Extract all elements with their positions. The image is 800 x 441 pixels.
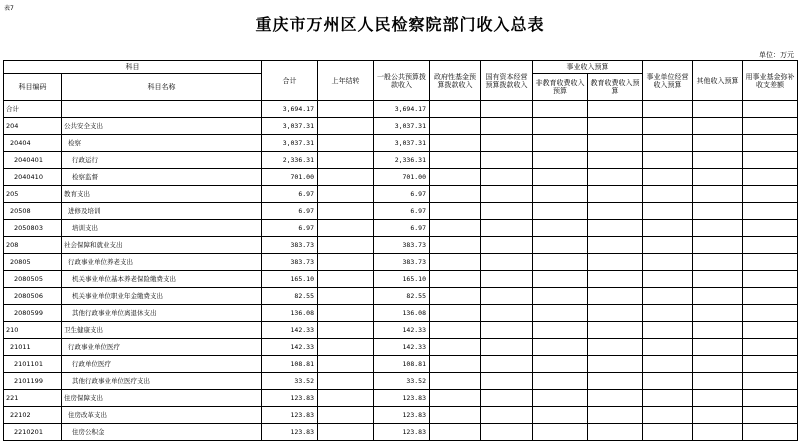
header-name: 科目名称: [62, 74, 262, 101]
row-state-capital: [481, 101, 533, 118]
row-other: [693, 390, 743, 407]
row-state-capital: [481, 373, 533, 390]
row-code: 2050803: [4, 220, 62, 237]
row-non-edu: [533, 356, 588, 373]
row-supplement: [743, 220, 798, 237]
row-fund-budget: [430, 424, 481, 441]
row-unit-operation: [643, 220, 693, 237]
row-non-edu: [533, 339, 588, 356]
row-name: 住房公积金: [62, 424, 262, 441]
row-general-budget: 142.33: [374, 322, 430, 339]
row-carryover: [318, 118, 374, 135]
row-name: 进修及培训: [62, 203, 262, 220]
row-unit-operation: [643, 152, 693, 169]
row-carryover: [318, 169, 374, 186]
row-carryover: [318, 288, 374, 305]
row-name: 机关事业单位职业年金缴费支出: [62, 288, 262, 305]
row-carryover: [318, 101, 374, 118]
row-supplement: [743, 305, 798, 322]
row-general-budget: 3,037.31: [374, 118, 430, 135]
row-unit-operation: [643, 186, 693, 203]
row-other: [693, 203, 743, 220]
row-supplement: [743, 322, 798, 339]
row-edu: [588, 373, 643, 390]
row-total: 136.08: [262, 305, 318, 322]
row-fund-budget: [430, 169, 481, 186]
table-row: [4, 169, 798, 186]
row-code: 2040410: [4, 169, 62, 186]
row-carryover: [318, 373, 374, 390]
row-carryover: [318, 271, 374, 288]
row-other: [693, 407, 743, 424]
row-general-budget: 82.55: [374, 288, 430, 305]
table-row: [4, 390, 798, 407]
row-other: [693, 169, 743, 186]
row-code: 2101101: [4, 356, 62, 373]
row-edu: [588, 271, 643, 288]
header-unit-operation: 事业单位经营收入预算: [643, 61, 693, 101]
row-unit-operation: [643, 254, 693, 271]
header-supplement: 用事业基金弥补收支差额: [743, 61, 798, 101]
row-edu: [588, 356, 643, 373]
table-row: [4, 186, 798, 203]
row-supplement: [743, 186, 798, 203]
row-fund-budget: [430, 101, 481, 118]
table-row: [4, 271, 798, 288]
row-unit-operation: [643, 288, 693, 305]
row-total: 33.52: [262, 373, 318, 390]
row-total: 82.55: [262, 288, 318, 305]
row-total: 3,037.31: [262, 135, 318, 152]
header-fund-budget: 政府性基金预算拨款收入: [430, 61, 481, 101]
row-non-edu: [533, 101, 588, 118]
row-name: 住房保障支出: [62, 390, 262, 407]
row-total: 123.83: [262, 424, 318, 441]
table-row: [4, 424, 798, 441]
row-non-edu: [533, 288, 588, 305]
row-name: 卫生健康支出: [62, 322, 262, 339]
row-fund-budget: [430, 407, 481, 424]
row-fund-budget: [430, 186, 481, 203]
header-non-edu: 非教育收费收入预算: [533, 74, 588, 101]
row-general-budget: 123.83: [374, 407, 430, 424]
row-edu: [588, 118, 643, 135]
row-code: 22102: [4, 407, 62, 424]
row-unit-operation: [643, 322, 693, 339]
table-row: [4, 305, 798, 322]
header-carryover: 上年结转: [318, 61, 374, 101]
row-general-budget: 6.97: [374, 203, 430, 220]
row-name: 教育支出: [62, 186, 262, 203]
row-other: [693, 237, 743, 254]
row-general-budget: 136.08: [374, 305, 430, 322]
table-row: [4, 356, 798, 373]
header-business-budget: 事业收入预算: [533, 61, 643, 74]
row-other: [693, 118, 743, 135]
row-total: 383.73: [262, 237, 318, 254]
row-general-budget: 165.10: [374, 271, 430, 288]
row-code: 210: [4, 322, 62, 339]
row-edu: [588, 152, 643, 169]
row-total: 3,037.31: [262, 118, 318, 135]
row-fund-budget: [430, 220, 481, 237]
row-code: 2080505: [4, 271, 62, 288]
table-row: [4, 135, 798, 152]
table-row: [4, 152, 798, 169]
row-other: [693, 186, 743, 203]
row-non-edu: [533, 407, 588, 424]
table-row: [4, 203, 798, 220]
row-total: 165.10: [262, 271, 318, 288]
row-name: 公共安全支出: [62, 118, 262, 135]
table-row: [4, 288, 798, 305]
row-state-capital: [481, 237, 533, 254]
row-unit-operation: [643, 373, 693, 390]
row-non-edu: [533, 424, 588, 441]
row-fund-budget: [430, 271, 481, 288]
header-general-budget: 一般公共预算拨款收入: [374, 61, 430, 101]
row-fund-budget: [430, 305, 481, 322]
row-unit-operation: [643, 135, 693, 152]
row-other: [693, 220, 743, 237]
row-fund-budget: [430, 254, 481, 271]
row-state-capital: [481, 356, 533, 373]
row-edu: [588, 288, 643, 305]
row-general-budget: 3,037.31: [374, 135, 430, 152]
row-state-capital: [481, 288, 533, 305]
row-code: 205: [4, 186, 62, 203]
row-edu: [588, 254, 643, 271]
row-non-edu: [533, 322, 588, 339]
row-other: [693, 101, 743, 118]
row-edu: [588, 305, 643, 322]
row-non-edu: [533, 254, 588, 271]
row-total: 142.33: [262, 339, 318, 356]
row-fund-budget: [430, 135, 481, 152]
row-carryover: [318, 356, 374, 373]
row-unit-operation: [643, 339, 693, 356]
row-other: [693, 373, 743, 390]
row-supplement: [743, 373, 798, 390]
row-name: 行政事业单位养老支出: [62, 254, 262, 271]
row-supplement: [743, 152, 798, 169]
row-fund-budget: [430, 118, 481, 135]
row-carryover: [318, 305, 374, 322]
row-supplement: [743, 424, 798, 441]
row-total: 383.73: [262, 254, 318, 271]
row-general-budget: 33.52: [374, 373, 430, 390]
row-total: 3,694.17: [262, 101, 318, 118]
row-code: 21011: [4, 339, 62, 356]
row-other: [693, 152, 743, 169]
row-supplement: [743, 390, 798, 407]
row-non-edu: [533, 118, 588, 135]
row-carryover: [318, 390, 374, 407]
row-unit-operation: [643, 356, 693, 373]
row-other: [693, 135, 743, 152]
row-code: 20508: [4, 203, 62, 220]
row-general-budget: 3,694.17: [374, 101, 430, 118]
row-edu: [588, 322, 643, 339]
row-state-capital: [481, 152, 533, 169]
header-total: 合计: [262, 61, 318, 101]
row-supplement: [743, 254, 798, 271]
row-edu: [588, 169, 643, 186]
row-code: 2080599: [4, 305, 62, 322]
row-edu: [588, 407, 643, 424]
row-name: 其他行政事业单位医疗支出: [62, 373, 262, 390]
row-name: 社会保障和就业支出: [62, 237, 262, 254]
row-other: [693, 288, 743, 305]
row-unit-operation: [643, 203, 693, 220]
row-state-capital: [481, 254, 533, 271]
row-edu: [588, 101, 643, 118]
row-state-capital: [481, 203, 533, 220]
row-non-edu: [533, 203, 588, 220]
row-code: 2210201: [4, 424, 62, 441]
row-edu: [588, 203, 643, 220]
table-number-label: 表7: [4, 5, 14, 12]
row-edu: [588, 135, 643, 152]
row-other: [693, 271, 743, 288]
row-unit-operation: [643, 305, 693, 322]
row-general-budget: 6.97: [374, 186, 430, 203]
row-supplement: [743, 169, 798, 186]
row-code: 20404: [4, 135, 62, 152]
table-row: [4, 254, 798, 271]
row-unit-operation: [643, 407, 693, 424]
row-unit-operation: [643, 390, 693, 407]
row-state-capital: [481, 118, 533, 135]
row-fund-budget: [430, 373, 481, 390]
row-non-edu: [533, 237, 588, 254]
row-general-budget: 2,336.31: [374, 152, 430, 169]
row-non-edu: [533, 186, 588, 203]
row-total: 142.33: [262, 322, 318, 339]
row-fund-budget: [430, 288, 481, 305]
header-edu: 教育收费收入预算: [588, 74, 643, 101]
row-supplement: [743, 356, 798, 373]
header-subject: 科目: [4, 61, 262, 74]
row-non-edu: [533, 271, 588, 288]
row-code: 204: [4, 118, 62, 135]
row-total: 123.83: [262, 407, 318, 424]
row-supplement: [743, 237, 798, 254]
row-non-edu: [533, 135, 588, 152]
row-carryover: [318, 135, 374, 152]
row-total: 6.97: [262, 186, 318, 203]
row-supplement: [743, 203, 798, 220]
row-total: 123.83: [262, 390, 318, 407]
row-other: [693, 254, 743, 271]
row-total: 6.97: [262, 220, 318, 237]
row-non-edu: [533, 305, 588, 322]
row-general-budget: 123.83: [374, 424, 430, 441]
row-unit-operation: [643, 424, 693, 441]
income-summary-table: [3, 60, 798, 441]
row-supplement: [743, 407, 798, 424]
row-total: 6.97: [262, 203, 318, 220]
row-code: 2101199: [4, 373, 62, 390]
row-unit-operation: [643, 169, 693, 186]
row-name: 机关事业单位基本养老保险缴费支出: [62, 271, 262, 288]
row-carryover: [318, 424, 374, 441]
row-edu: [588, 339, 643, 356]
row-supplement: [743, 135, 798, 152]
row-carryover: [318, 322, 374, 339]
row-other: [693, 424, 743, 441]
table-row: [4, 237, 798, 254]
row-state-capital: [481, 135, 533, 152]
row-carryover: [318, 203, 374, 220]
row-other: [693, 356, 743, 373]
row-edu: [588, 220, 643, 237]
row-code: 221: [4, 390, 62, 407]
row-fund-budget: [430, 356, 481, 373]
header-code: 科目编码: [4, 74, 62, 101]
row-name: 住房改革支出: [62, 407, 262, 424]
row-edu: [588, 424, 643, 441]
row-carryover: [318, 407, 374, 424]
table-row: [4, 220, 798, 237]
row-general-budget: 123.83: [374, 390, 430, 407]
row-name: 行政单位医疗: [62, 356, 262, 373]
row-name: 行政运行: [62, 152, 262, 169]
row-other: [693, 339, 743, 356]
row-supplement: [743, 339, 798, 356]
row-carryover: [318, 152, 374, 169]
row-supplement: [743, 288, 798, 305]
row-state-capital: [481, 339, 533, 356]
row-general-budget: 108.81: [374, 356, 430, 373]
row-code: 208: [4, 237, 62, 254]
row-non-edu: [533, 373, 588, 390]
row-state-capital: [481, 186, 533, 203]
row-fund-budget: [430, 203, 481, 220]
row-unit-operation: [643, 101, 693, 118]
row-carryover: [318, 339, 374, 356]
row-supplement: [743, 101, 798, 118]
row-state-capital: [481, 305, 533, 322]
row-code: 合计: [4, 101, 62, 118]
row-supplement: [743, 271, 798, 288]
row-state-capital: [481, 407, 533, 424]
row-code: 20805: [4, 254, 62, 271]
row-total: 108.81: [262, 356, 318, 373]
table-row: [4, 373, 798, 390]
unit-label: 单位：万元: [759, 51, 794, 59]
row-state-capital: [481, 424, 533, 441]
row-general-budget: 383.73: [374, 237, 430, 254]
row-code: 2040401: [4, 152, 62, 169]
table-row: [4, 339, 798, 356]
row-total: 2,336.31: [262, 152, 318, 169]
row-edu: [588, 390, 643, 407]
table-row: [4, 322, 798, 339]
row-fund-budget: [430, 152, 481, 169]
table-row: [4, 118, 798, 135]
row-other: [693, 305, 743, 322]
row-name: 其他行政事业单位离退休支出: [62, 305, 262, 322]
row-carryover: [318, 186, 374, 203]
row-general-budget: 383.73: [374, 254, 430, 271]
row-state-capital: [481, 169, 533, 186]
row-general-budget: 142.33: [374, 339, 430, 356]
row-carryover: [318, 254, 374, 271]
row-unit-operation: [643, 118, 693, 135]
row-fund-budget: [430, 237, 481, 254]
row-name: 培训支出: [62, 220, 262, 237]
row-edu: [588, 186, 643, 203]
row-unit-operation: [643, 271, 693, 288]
page-title: 重庆市万州区人民检察院部门收入总表: [255, 15, 545, 34]
row-edu: [588, 237, 643, 254]
row-name: [62, 101, 262, 118]
row-carryover: [318, 220, 374, 237]
row-name: 检察: [62, 135, 262, 152]
row-name: 检察监督: [62, 169, 262, 186]
row-supplement: [743, 118, 798, 135]
row-state-capital: [481, 271, 533, 288]
row-fund-budget: [430, 322, 481, 339]
row-general-budget: 6.97: [374, 220, 430, 237]
row-fund-budget: [430, 339, 481, 356]
row-non-edu: [533, 390, 588, 407]
table-row: [4, 101, 798, 118]
row-non-edu: [533, 220, 588, 237]
row-state-capital: [481, 390, 533, 407]
header-state-capital: 国有资本经营预算拨款收入: [481, 61, 533, 101]
row-fund-budget: [430, 390, 481, 407]
header-other: 其他收入预算: [693, 61, 743, 101]
row-state-capital: [481, 220, 533, 237]
row-carryover: [318, 237, 374, 254]
table-body: [4, 101, 798, 441]
row-state-capital: [481, 322, 533, 339]
row-other: [693, 322, 743, 339]
row-total: 701.00: [262, 169, 318, 186]
row-non-edu: [533, 169, 588, 186]
row-name: 行政事业单位医疗: [62, 339, 262, 356]
row-unit-operation: [643, 237, 693, 254]
row-code: 2080506: [4, 288, 62, 305]
row-general-budget: 701.00: [374, 169, 430, 186]
row-non-edu: [533, 152, 588, 169]
table-row: [4, 407, 798, 424]
